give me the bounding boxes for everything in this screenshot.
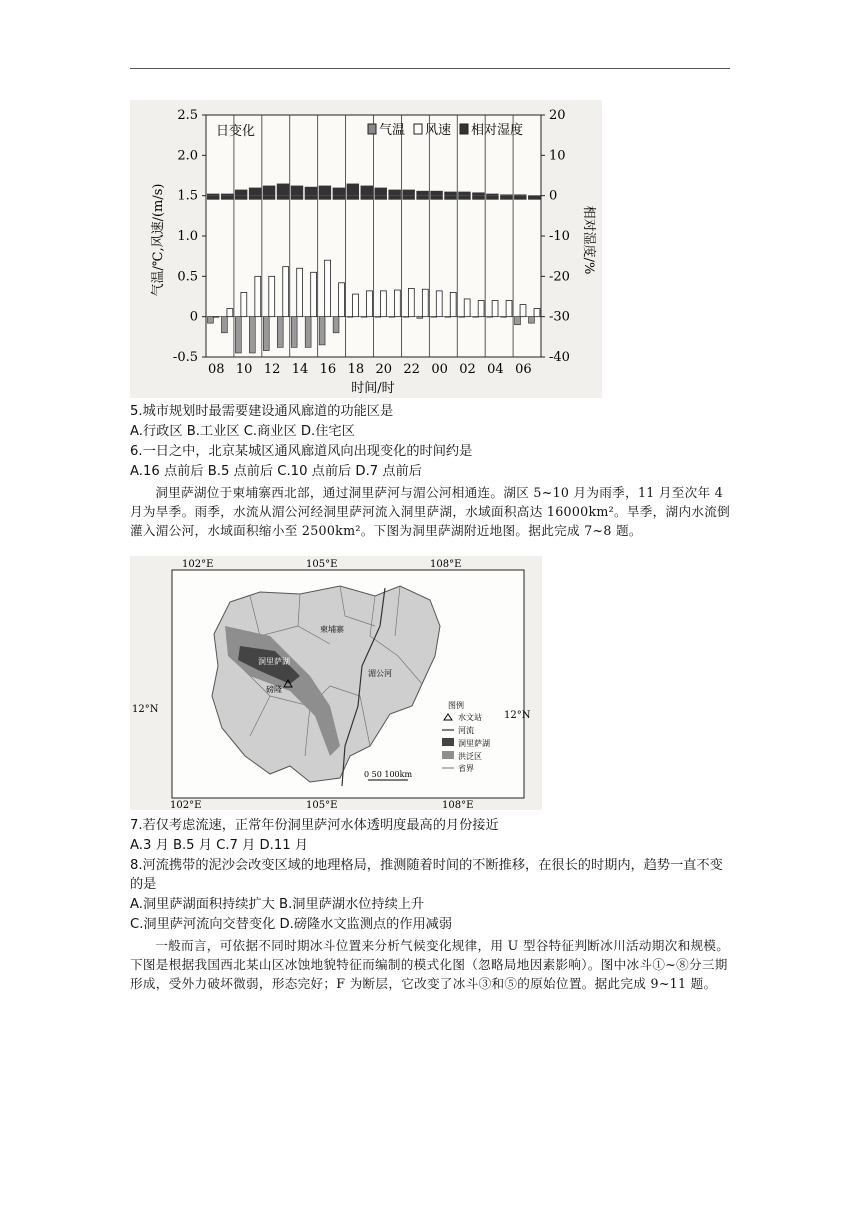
legend-river: 河流 — [458, 726, 474, 735]
y-right-tick-label: 20 — [549, 108, 566, 123]
legend-humidity: 相对湿度 — [471, 123, 524, 138]
temperature-bar — [417, 317, 423, 319]
humidity-bar — [514, 194, 526, 195]
wind-bar — [464, 299, 470, 317]
wind-bar — [408, 288, 414, 316]
chart-svg — [130, 100, 602, 398]
legend-station: 水文站 — [458, 713, 482, 722]
humidity-bar-base — [375, 196, 387, 200]
humidity-bar — [291, 186, 303, 196]
wind-bar — [353, 294, 359, 317]
temperature-bar — [515, 317, 521, 325]
humidity-bar-base — [528, 196, 540, 200]
temperature-bar — [333, 317, 339, 333]
label-cambodia: 柬埔寨 — [320, 625, 344, 634]
humidity-bar-base — [347, 196, 359, 200]
humidity-bar-base — [416, 196, 428, 200]
legend-lake: 洞里萨湖 — [458, 739, 490, 748]
y-left-tick-label: 0 — [189, 309, 198, 325]
humidity-bar — [472, 192, 484, 195]
humidity-bar — [444, 192, 456, 196]
q5-stem: 5.城市规划时最需要建设通风廊道的功能区是 — [130, 404, 394, 419]
temperature-bar — [361, 317, 367, 318]
passage-tonle-sap: 洞里萨湖位于柬埔寨西北部，通过洞里萨河与湄公河相通连。湖区 5~10 月为雨季，11 月至次年 4 月为旱季。雨季，水流从湄公河经洞里萨河流入洞里萨湖，水域面积高达 16000km²。旱季，湖内水流倒灌入湄公河，水域面积缩小至 2500km²。下图为洞里萨湖附近地图。据此完成 7~8 题。 — [130, 485, 731, 538]
humidity-bar-base — [319, 196, 331, 200]
wind-bar — [241, 292, 247, 316]
y-left-tick-label: 0.5 — [177, 269, 198, 285]
label-lake: 洞里萨湖 — [258, 657, 290, 666]
temperature-bar — [501, 317, 507, 318]
humidity-bar — [235, 190, 247, 196]
wind-bar — [492, 301, 498, 317]
y-right-tick-label: -10 — [549, 229, 570, 244]
temperature-bar — [375, 317, 381, 318]
y-right-tick-label: -20 — [549, 269, 570, 285]
x-tick-label: 02 — [459, 362, 476, 377]
x-tick-label: 00 — [431, 362, 448, 377]
humidity-bar-base — [444, 196, 456, 200]
map-svg — [130, 556, 542, 810]
humidity-bar — [486, 194, 498, 196]
humidity-bar-base — [221, 196, 233, 200]
q7-options[interactable]: A.3 月 B.5 月 C.7 月 D.11 月 — [130, 838, 309, 853]
q8-options-line1[interactable]: A.洞里萨湖面积持续扩大 B.洞里萨湖水位持续上升 — [130, 897, 425, 912]
humidity-bar — [333, 188, 345, 196]
y-axis-right-label: 相对湿度/% — [581, 205, 596, 275]
wind-bar — [520, 305, 526, 317]
temperature-bar — [221, 317, 227, 333]
chart-title: 日变化 — [216, 124, 256, 139]
humidity-bar — [319, 186, 331, 196]
x-axis-label: 时间/时 — [351, 381, 395, 396]
wind-bar — [213, 317, 219, 318]
humidity-bar — [277, 184, 289, 196]
temperature-bar — [459, 317, 465, 318]
x-tick-label: 22 — [403, 362, 420, 377]
wind-bar — [478, 301, 484, 317]
humidity-bar-base — [305, 196, 317, 200]
humidity-bar-base — [388, 196, 400, 200]
temperature-bar — [263, 317, 269, 351]
wind-bar — [436, 291, 442, 317]
humidity-bar-base — [249, 196, 261, 200]
wind-bar — [394, 290, 400, 317]
temperature-bar — [431, 317, 437, 318]
temperature-bar — [473, 317, 479, 318]
temperature-bar — [277, 317, 283, 348]
x-tick-label: 14 — [291, 362, 309, 377]
x-tick-label: 04 — [487, 362, 504, 377]
wind-bar — [269, 276, 275, 316]
wind-bar — [380, 291, 386, 317]
x-tick-label: 08 — [208, 362, 225, 377]
y-right-tick-label: 0 — [549, 188, 558, 204]
q7-stem: 7.若仅考虑流速，正常年份洞里萨河水体透明度最高的月份接近 — [130, 818, 499, 833]
y-right-tick-label: -40 — [549, 350, 570, 365]
y-left-tick-label: -0.5 — [172, 350, 198, 365]
q8-stem: 8.河流携带的泥沙会改变区域的地理格局，推测随着时间的不断推移，在很长的时期内，趋势一直不变的是 — [130, 858, 723, 892]
humidity-bar-base — [458, 196, 470, 200]
daily-variation-chart — [130, 100, 602, 398]
humidity-bar — [263, 186, 275, 196]
x-tick-label: 16 — [319, 362, 337, 377]
wind-bar — [283, 267, 289, 317]
label-mekong: 湄公河 — [368, 669, 392, 678]
humidity-bar-base — [472, 196, 484, 200]
humidity-bar — [305, 187, 317, 196]
humidity-bar-base — [291, 196, 303, 200]
lat-label-left: 12°N — [132, 704, 159, 715]
humidity-bar-base — [500, 196, 512, 200]
wind-bar — [297, 268, 303, 316]
temperature-bar — [529, 317, 535, 323]
y-left-tick-label: 1.5 — [177, 188, 198, 204]
legend-temp: 气温 — [379, 123, 406, 138]
humidity-bar-base — [361, 196, 373, 200]
wind-bar — [311, 272, 317, 316]
wind-bar — [339, 283, 345, 317]
temperature-bar — [487, 317, 493, 318]
x-tick-label: 18 — [347, 362, 365, 377]
humidity-bar — [221, 194, 233, 196]
humidity-bar-base — [263, 196, 275, 200]
x-tick-label: 20 — [375, 362, 393, 377]
humidity-bar-base — [430, 196, 442, 200]
wind-bar — [367, 291, 373, 317]
humidity-bar — [388, 190, 400, 196]
x-tick-label: 06 — [515, 362, 532, 377]
wind-bar — [227, 309, 233, 317]
humidity-bar-base — [402, 196, 414, 200]
lon-label-102-bottom: 102°E — [170, 800, 202, 810]
x-tick-label: 10 — [235, 362, 253, 377]
humidity-bar — [207, 194, 219, 196]
q6-stem: 6.一日之中，北京某城区通风廊道风向出现变化的时间约是 — [130, 444, 473, 459]
legend-province: 省界 — [458, 764, 474, 773]
lon-label-105-bottom: 105°E — [306, 800, 338, 810]
q6-options[interactable]: A.16 点前后 B.5 点前后 C.10 点前后 D.7 点前后 — [130, 464, 422, 479]
temperature-bar — [403, 317, 409, 318]
y-right-tick-label: 10 — [549, 148, 566, 164]
passage-glacier: 一般而言，可依据不同时期冰斗位置来分析气候变化规律，用 U 型谷特征判断冰川活动期次和规模。下图是根据我国西北某山区冰蚀地貌特征而编制的模式化图（忽略局地因素影响）。图中冰斗①~⑧分三期形成，受外力破坏微弱，形态完好；F 为断层，它改变了冰斗③和⑤的原始位置。据此完成 9~11 题。 — [130, 938, 730, 991]
temperature-bar — [305, 317, 311, 348]
wind-bar — [422, 289, 428, 316]
label-kampong-luong: 磅隆 — [266, 685, 282, 694]
legend-wind: 风速 — [425, 123, 452, 138]
humidity-bar — [361, 186, 373, 196]
humidity-bar-base — [486, 196, 498, 200]
wind-bar — [325, 260, 331, 316]
lon-label-108-top: 108°E — [430, 559, 462, 570]
wind-bar — [450, 292, 456, 316]
humidity-bar-base — [235, 196, 247, 200]
temperature-bar — [319, 317, 325, 345]
y-right-tick-label: -30 — [549, 309, 570, 325]
humidity-bar — [347, 184, 359, 196]
y-left-tick-label: 2.5 — [177, 108, 198, 123]
lon-label-105-top: 105°E — [306, 559, 338, 570]
humidity-bar — [416, 191, 428, 196]
legend-title: 图例 — [448, 701, 464, 710]
temperature-bar — [249, 317, 255, 353]
q5-options[interactable]: A.行政区 B.工业区 C.商业区 D.住宅区 — [130, 424, 355, 439]
humidity-bar-base — [514, 196, 526, 200]
tonle-sap-map — [130, 556, 542, 810]
humidity-bar-base — [277, 196, 289, 200]
y-axis-left-label: 气温/℃,风速/(m/s) — [151, 183, 166, 297]
legend-floodplain: 洪泛区 — [458, 752, 482, 761]
chart-legend — [368, 122, 523, 138]
wind-bar — [506, 301, 512, 317]
humidity-bar — [375, 188, 387, 196]
temperature-bar — [291, 317, 297, 348]
humidity-bar — [249, 188, 261, 196]
temperature-bar — [445, 317, 451, 318]
q8-options-line2[interactable]: C.洞里萨河流向交替变化 D.磅隆水文监测点的作用减弱 — [130, 917, 453, 932]
y-left-tick-label: 2.0 — [177, 148, 198, 164]
humidity-bar-base — [333, 196, 345, 200]
temperature-bar — [389, 317, 395, 318]
humidity-bar — [402, 190, 414, 196]
x-tick-label: 12 — [263, 362, 281, 377]
y-left-tick-label: 1.0 — [177, 229, 198, 244]
lon-label-102-top: 102°E — [182, 559, 214, 570]
humidity-bar — [458, 192, 470, 196]
lat-label-right: 12°N — [504, 710, 531, 721]
humidity-bar-base — [207, 196, 219, 200]
temperature-bar — [347, 317, 353, 318]
scale-bar: 0 50 100km — [364, 770, 413, 779]
humidity-bar — [500, 194, 512, 195]
temperature-bar — [208, 317, 214, 323]
wind-bar — [534, 309, 540, 317]
humidity-bar — [430, 191, 442, 196]
wind-bar — [255, 276, 261, 316]
lon-label-108-bottom: 108°E — [442, 800, 474, 810]
temperature-bar — [235, 317, 241, 353]
header-rule — [130, 68, 730, 69]
